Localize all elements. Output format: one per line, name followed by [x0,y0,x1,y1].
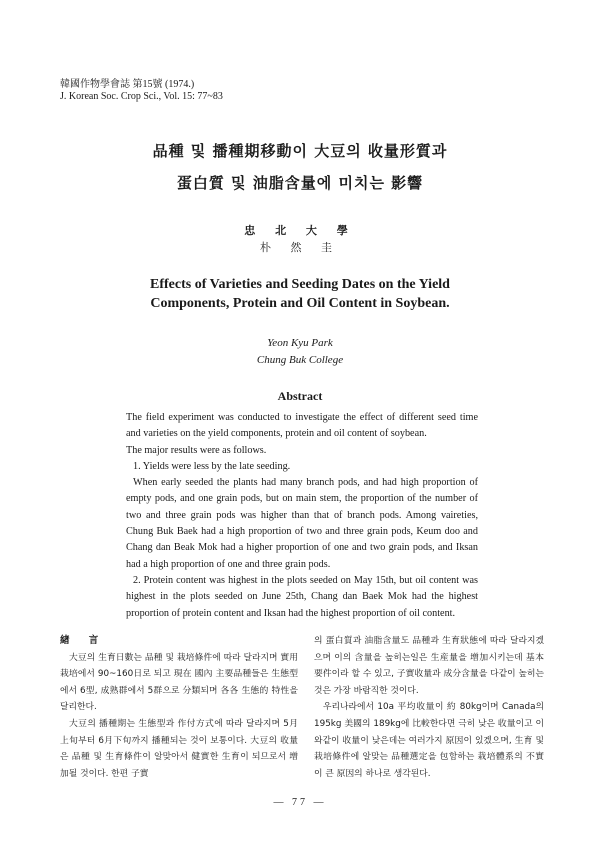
korean-title-line-2: 蛋白質 및 油脂含量에 미치는 影響 [176,174,424,192]
korean-institution: 忠 北 大 學 [244,224,356,237]
english-title-line-1: Effects of Varieties and Seeding Dates on the Yield [150,277,450,292]
english-title-line-2: Components, Protein and Oil Content in Soybean. [150,296,450,311]
korean-author: 朴 然 圭 [260,241,340,254]
journal-citation-korean: 韓國作物學會誌 第15號 (1974.) [60,79,195,90]
abstract-paragraph: The major results were as follows. [126,444,267,456]
body-paragraph: 우리나라에서 10a 平均收量이 約 80kg이며 Canada의 195kg 美國의 189kg에 比較한다면 극히 낮은 收量이고 이와같이 收量이 낮은데는 여러가지 原因이 있겠으며, 生育 및 栽培條件에 알맞는 品種選定을 包함하는 栽培體系의 不實이 큰 原因의 하나로 생각된다. [314,702,544,779]
abstract-paragraph: The field experiment was conducted to investigate the effect of different seed time and varieties on the yield components, protein and oil content of soybean. [126,412,478,440]
english-author-name: Yeon Kyu Park [267,337,333,349]
section-heading-introduction: 緖 言 [60,635,107,646]
body-paragraph: 大豆의 生育日數는 品種 및 栽培條件에 따라 달라지며 實用栽培에서 90~160日로 되고 現在 國內 主要品種들은 生態型에서 6型, 成熟群에서 5群으로 分類되며 各各 生態的 特性을 달리한다. [60,652,298,713]
korean-title-line-1: 品種 및 播種期移動이 大豆의 收量形質과 [152,142,448,160]
english-author-institution: Chung Buk College [256,354,344,366]
body-paragraph: 大豆의 播種期는 生態型과 作付方式에 따라 달라지며 5月 上旬부터 6月下旬까지 播種되는 것이 보통이다. 大豆의 收量은 品種 및 生育條件이 알맞아서 健實한 生育이 되므로서 增加될 것이다. 한편 子實 [60,718,298,779]
body-paragraph: 의 蛋白質과 油脂含量도 品種과 生育狀態에 따라 달라지겠으며 이의 含量을 높히는일은 生産量을 增加시키는데 基本要件이라 할 수 있고, 子實收量과 成分含量을 다같이 높히는 것은 가장 바람직한 것이다. [314,636,544,696]
abstract-heading: Abstract [277,389,323,403]
page-number: — 77 — [273,797,327,808]
journal-citation-english: J. Korean Soc. Crop Sci., Vol. 15: 77~83 [60,91,223,102]
body-column-left [60,633,298,782]
abstract-paragraph: 1. Yields were less by the late seeding. [133,460,291,472]
abstract-paragraph: When early seeded the plants had many branch pods, and had high proportion of empty pods, and one grain pods, but on main stem, the proportion of the number of two and three grain pods was higher than that of branch pods. Among vaireties, Chung Buk Baek had a high proportion of two and three grain pods, Keum doo and Chang dan Beak Mok had a higher proportion of one and two grain pods, and Iksan had a high proportion of one and three grain pods. [126,477,478,570]
abstract-paragraph: 2. Protein content was highest in the plots seeded on May 15th, but oil content was highest in the plots seeded on June 25th, Chang dan Baek Mok had the highest proportion of protein content and Iksan had the highest proportion of oil content. [126,574,478,619]
abstract-body [126,410,478,622]
body-column-right [314,633,544,782]
journal-header [60,79,223,103]
